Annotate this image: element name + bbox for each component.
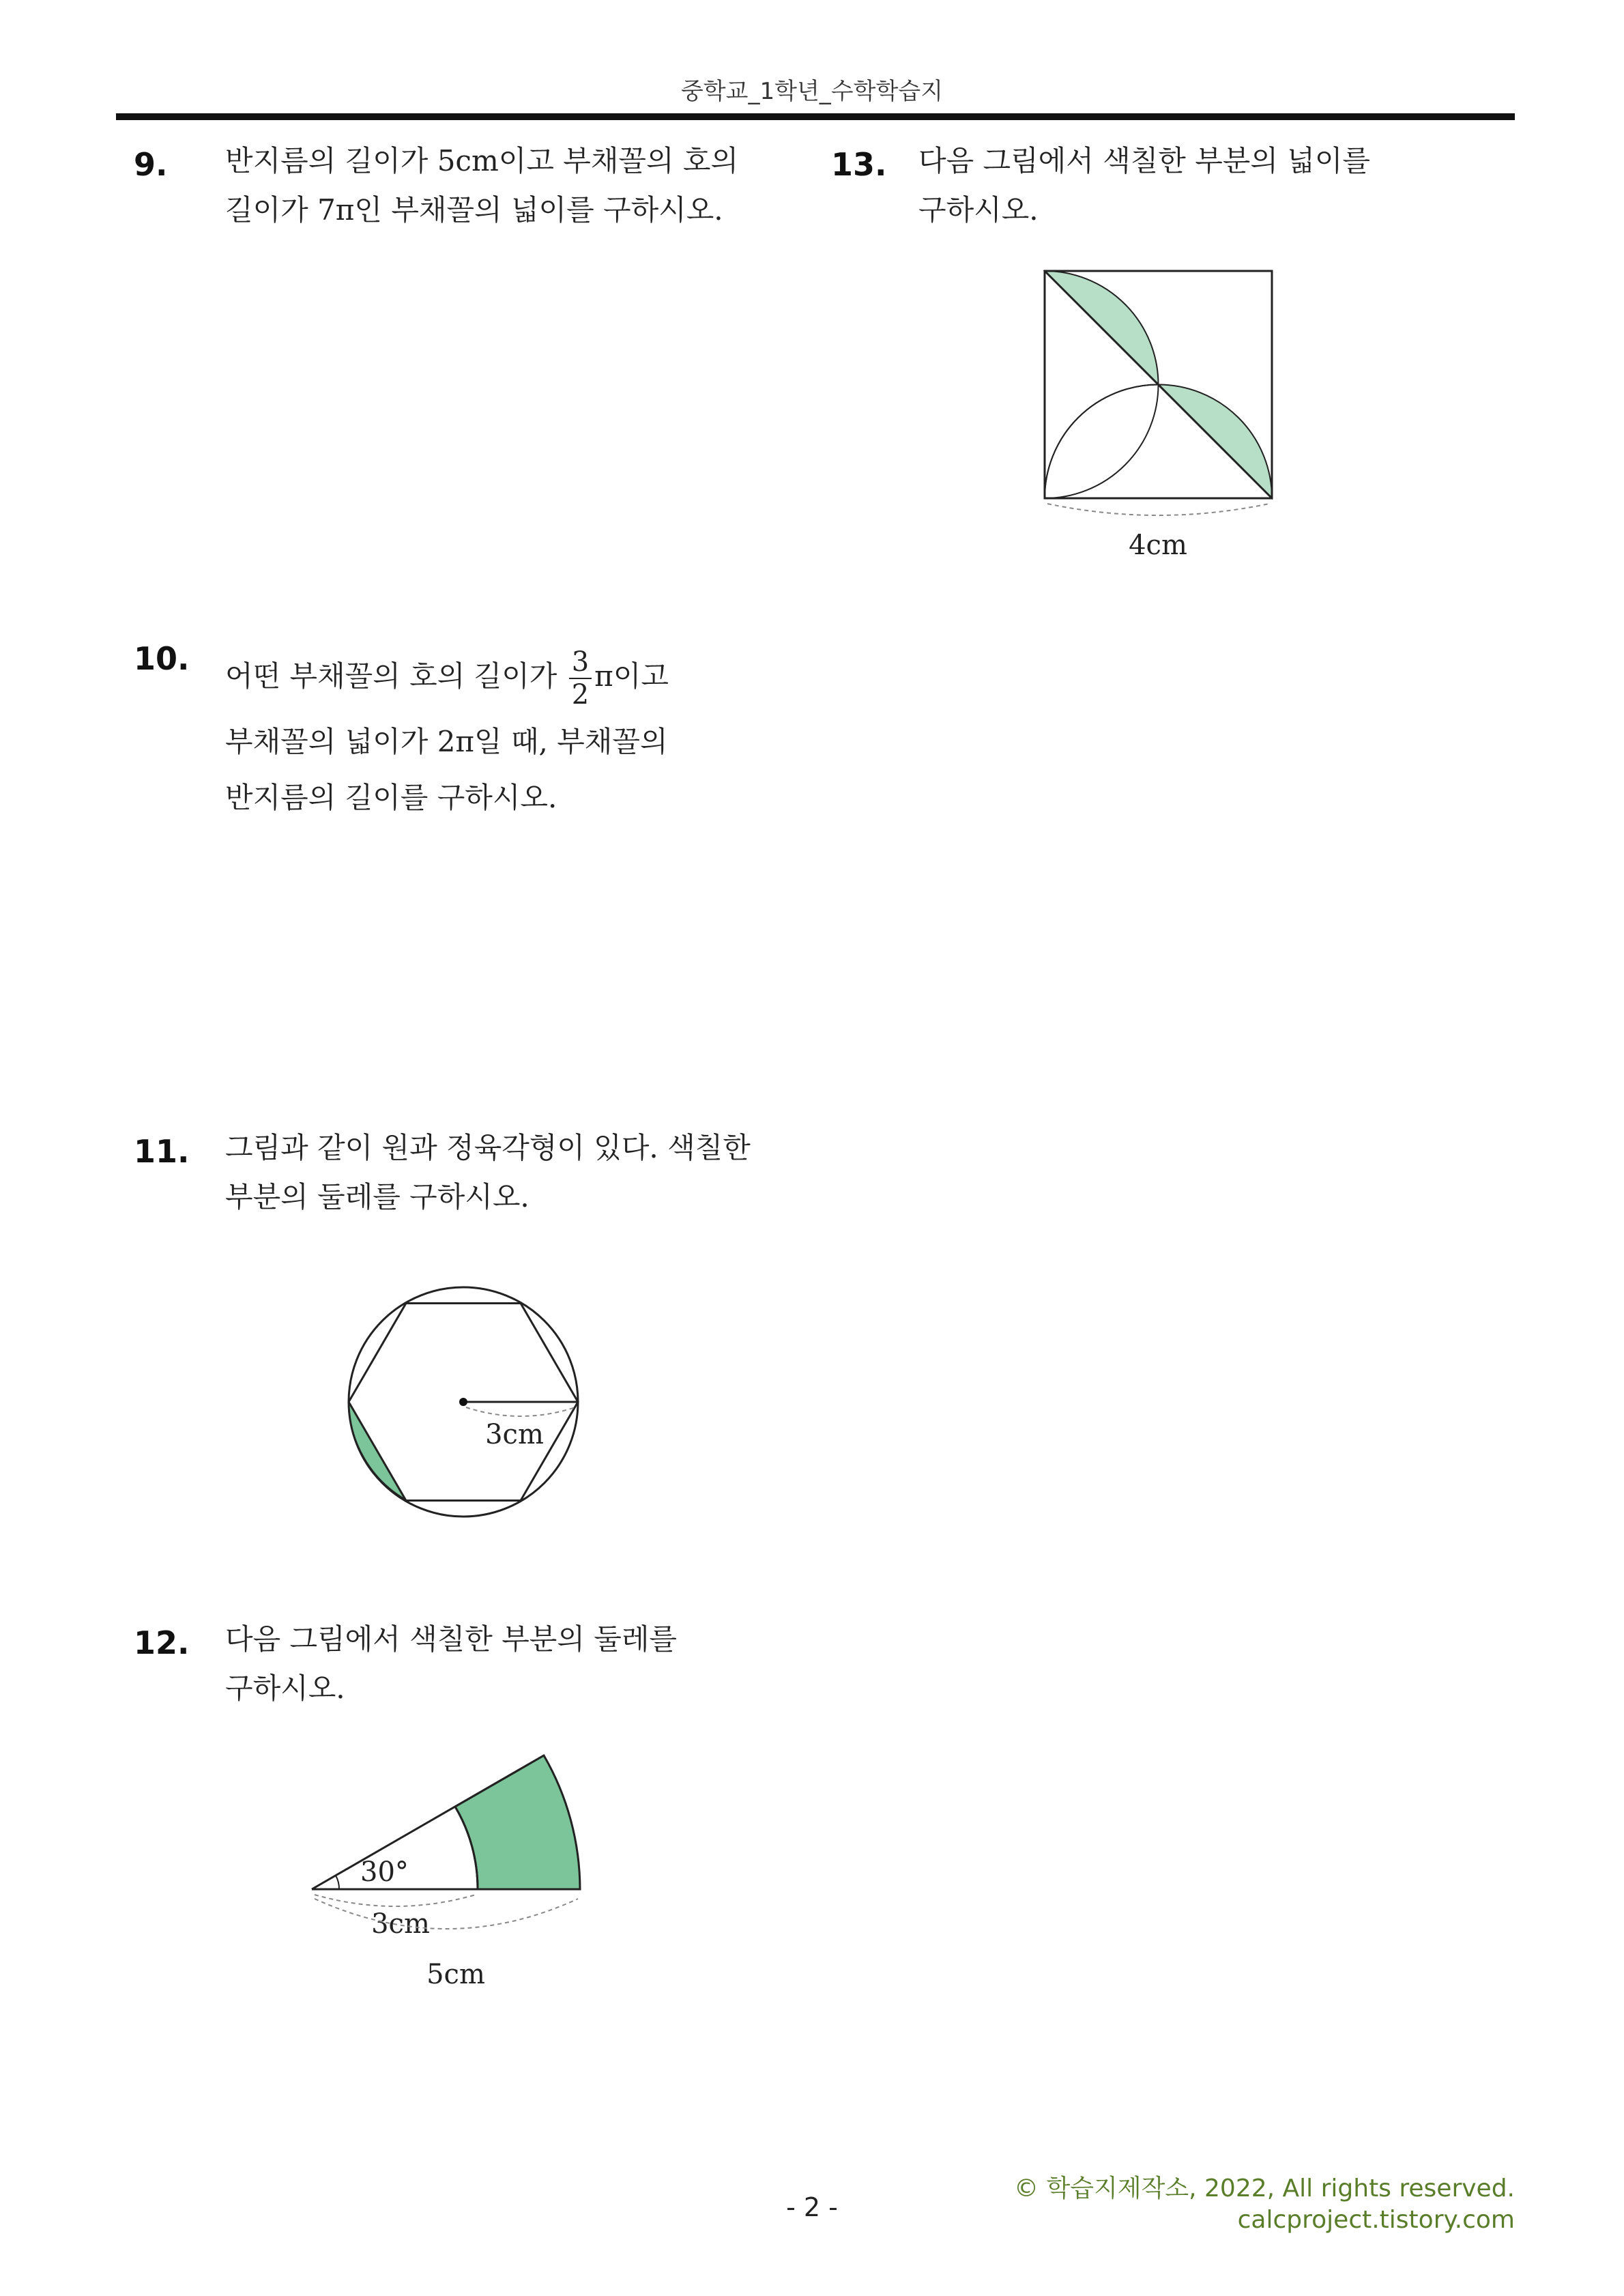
shaded-ring-sector bbox=[455, 1755, 580, 1889]
side-length-label: 4cm bbox=[1129, 530, 1187, 561]
question-10-line-1-text: 어떤 부채꼴의 호의 길이가 bbox=[225, 659, 557, 693]
footer-site-link[interactable]: calcproject.tistory.com bbox=[1237, 2206, 1515, 2234]
question-12-number: 12. bbox=[134, 1624, 190, 1661]
question-12-text bbox=[225, 1615, 677, 1713]
angle-label: 30° bbox=[360, 1856, 409, 1888]
question-13-text bbox=[918, 137, 1370, 235]
angle-mark bbox=[336, 1876, 339, 1889]
footer-copyright: © 학습지제작소, 2022, All rights reserved. bbox=[1014, 2175, 1515, 2202]
question-9-text bbox=[225, 137, 738, 235]
question-9-line-1: 반지름의 길이가 5cm이고 부채꼴의 호의 bbox=[225, 144, 739, 177]
question-9-number: 9. bbox=[134, 146, 168, 183]
side-dashed-brace bbox=[1047, 504, 1269, 515]
square-arcs-figure bbox=[1024, 259, 1296, 566]
fraction-three-halves bbox=[569, 646, 592, 711]
outer-radius-label: 5cm bbox=[426, 1959, 485, 1990]
fraction-numerator: 3 bbox=[569, 646, 592, 679]
radius-dashed-brace bbox=[466, 1407, 575, 1416]
question-10-line-1 bbox=[225, 639, 669, 714]
question-9-line-2: 길이가 7π인 부채꼴의 넓이를 구하시오. bbox=[225, 193, 723, 227]
question-10-text bbox=[225, 639, 669, 826]
question-13-line-1: 다음 그림에서 색칠한 부분의 넓이를 bbox=[918, 144, 1370, 177]
page-header-title: 중학교_1학년_수학학습지 bbox=[680, 78, 944, 105]
sector-figure bbox=[300, 1747, 600, 1993]
question-10-line-2: 부채꼴의 넓이가 2π일 때, 부채꼴의 bbox=[225, 725, 668, 758]
question-10-line-1-tail: π이고 bbox=[594, 659, 669, 693]
lens-lower-arc bbox=[1045, 385, 1159, 499]
header-rule bbox=[116, 113, 1515, 120]
radius-label: 3cm bbox=[485, 1419, 544, 1450]
question-12-line-2: 구하시오. bbox=[225, 1671, 345, 1705]
page-number: - 2 - bbox=[786, 2192, 838, 2222]
shaded-lens bbox=[1045, 385, 1159, 499]
inner-radius-label: 3cm bbox=[371, 1908, 430, 1940]
question-10-line-3: 반지름의 길이를 구하시오. bbox=[225, 781, 557, 814]
fraction-denominator: 2 bbox=[571, 679, 590, 711]
question-10-number: 10. bbox=[134, 640, 190, 677]
question-11-line-2: 부분의 둘레를 구하시오. bbox=[225, 1180, 530, 1214]
center-point bbox=[459, 1398, 467, 1406]
question-12-line-1: 다음 그림에서 색칠한 부분의 둘레를 bbox=[225, 1622, 677, 1656]
question-11-line-1: 그림과 같이 원과 정육각형이 있다. 색칠한 bbox=[225, 1131, 751, 1164]
lens-upper-arc bbox=[1045, 385, 1159, 499]
inner-radius-dashed-brace bbox=[315, 1895, 476, 1906]
question-11-text bbox=[225, 1123, 751, 1222]
square-diagonal bbox=[1045, 271, 1272, 498]
question-13-number: 13. bbox=[831, 146, 887, 183]
question-13-line-2: 구하시오. bbox=[918, 193, 1039, 227]
question-11-number: 11. bbox=[134, 1133, 190, 1170]
circle-hexagon-figure bbox=[341, 1276, 594, 1529]
